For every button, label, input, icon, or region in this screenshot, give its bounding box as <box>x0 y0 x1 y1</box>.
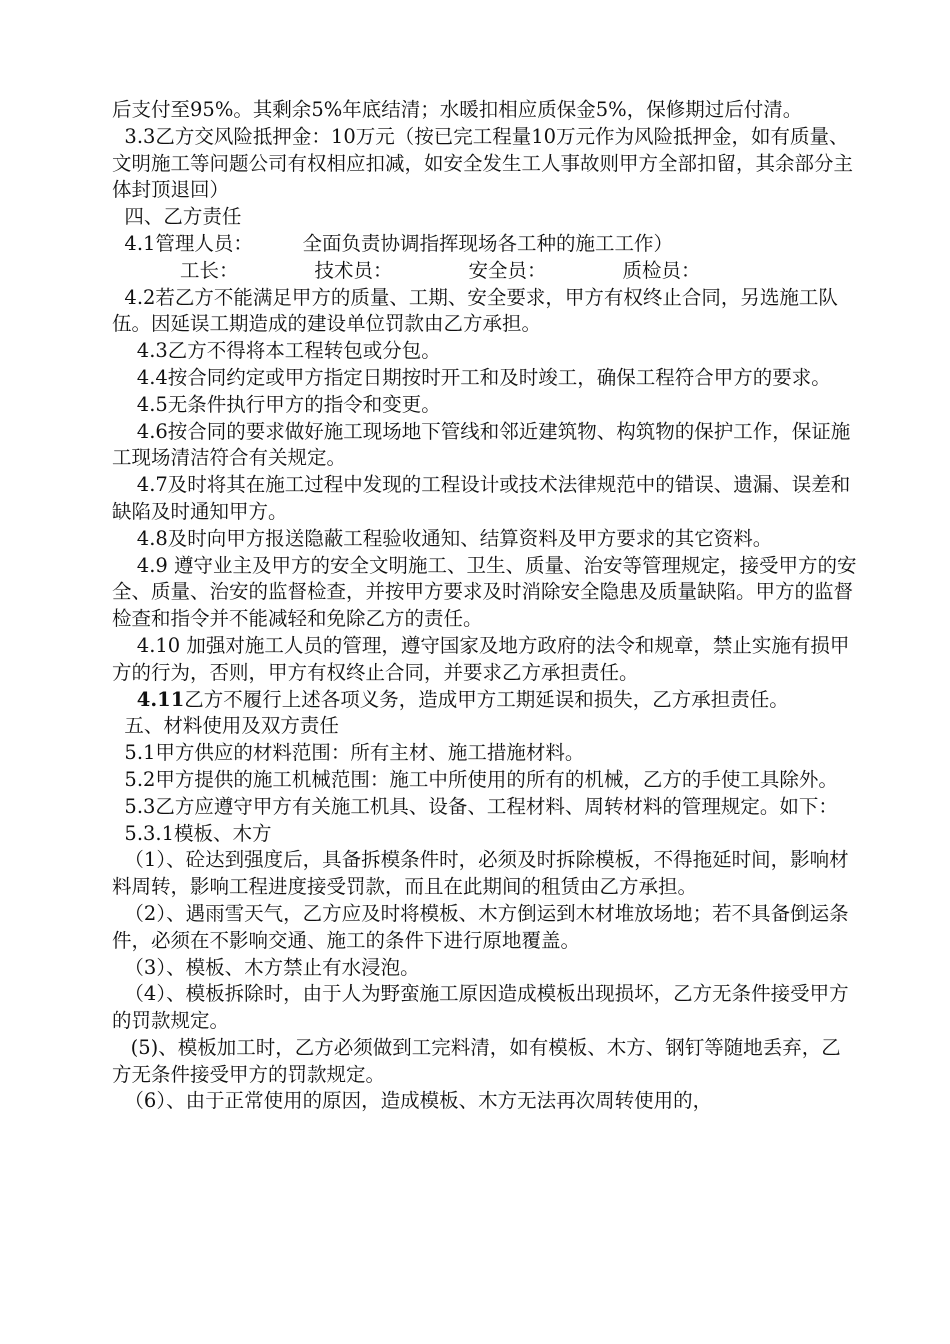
paragraph-text: （6）、由于正常使用的原因，造成模板、木方无法再次周转使用的， <box>124 1089 713 1113</box>
paragraph-indent <box>112 982 124 1005</box>
paragraph-text: （2）、遇雨雪天气，乙方应及时将模板、木方倒运到木材堆放场地；若不具备倒运条件，必须在不影响交通、施工的条件下进行原地覆盖。 <box>112 901 849 952</box>
paragraph <box>112 338 857 365</box>
paragraph-text: 5.1甲方供应的材料范围：所有主材、施工措施材料。 <box>124 741 585 765</box>
paragraph <box>112 285 857 339</box>
role-technician: 技术员： <box>314 258 393 282</box>
clause-4-11-indent <box>112 688 137 711</box>
paragraph-text: 3.3乙方交风险抵押金：10万元（按已完工程量10万元作为风险抵押金，如有质量、文明施工等问题公司有权相应扣减，如安全发生工人事故则甲方全部扣留，其余部分主体封顶退回） <box>112 124 854 202</box>
paragraph-text: 4.9 遵守业主及甲方的安全文明施工、卫生、质量、治安等管理规定，接受甲方的安全、质量、治安的监督检查，并按甲方要求及时消除安全隐患及质量缺陷。甲方的监督检查和指令并不能减轻和免除乙方的责任。 <box>112 553 857 631</box>
section-payment-responsibility <box>112 97 857 258</box>
paragraph-text: （1）、砼达到强度后，具备拆模条件时，必须及时拆除模板，不得拖延时间，影响材料周转，影响工程进度接受罚款，而且在此期间的租赁由乙方承担。 <box>112 848 849 899</box>
paragraph <box>112 955 857 982</box>
paragraph-indent <box>112 634 137 657</box>
paragraph-text: （4）、模板拆除时，由于人为野蛮施工原因造成模板出现损坏，乙方无条件接受甲方的罚款规定。 <box>112 982 849 1033</box>
paragraph-indent <box>112 286 124 309</box>
paragraph-indent <box>112 714 124 737</box>
paragraph-text: (5)、模板加工时，乙方必须做到工完料清，如有模板、木方、钢钉等随地丢弃，乙方无条件接受甲方的罚款规定。 <box>112 1035 841 1086</box>
paragraph-indent <box>112 1036 131 1059</box>
paragraph-text: 4.6按合同的要求做好施工现场地下管线和邻近建筑物、构筑物的保护工作，保证施工现场清洁符合有关规定。 <box>112 419 851 470</box>
paragraph <box>112 97 857 124</box>
document-body <box>112 97 857 1115</box>
paragraph-text: 后支付至95%。其剩余5%年底结清；水暖扣相应质保金5%，保修期过后付清。 <box>112 98 803 121</box>
paragraph-indent <box>112 768 124 791</box>
paragraph-text: 五、材料使用及双方责任 <box>124 714 339 738</box>
paragraph <box>112 1035 857 1089</box>
paragraph-text: 4.7及时将其在施工过程中发现的工程设计或技术法律规范中的错误、遗漏、误差和缺陷及时通知甲方。 <box>112 473 851 523</box>
paragraph-indent <box>112 125 124 148</box>
paragraph <box>112 767 857 794</box>
paragraph-text: 4.10 加强对施工人员的管理，遵守国家及地方政府的法令和规章，禁止实施有损甲方的行为，否则，甲方有权终止合同，并要求乙方承担责任。 <box>112 633 850 684</box>
paragraph <box>112 553 857 633</box>
paragraph <box>112 365 857 392</box>
paragraph <box>112 526 857 553</box>
paragraph <box>112 713 857 740</box>
paragraph <box>112 740 857 767</box>
paragraph-text: 5.2甲方提供的施工机械范围：施工中所使用的所有的机械，乙方的手使工具除外。 <box>124 767 838 791</box>
paragraph <box>112 124 857 204</box>
paragraph-indent <box>112 527 137 550</box>
paragraph <box>112 847 857 901</box>
paragraph <box>112 901 857 955</box>
paragraph-text: 4.3乙方不得将本工程转包或分包。 <box>136 339 441 363</box>
paragraph <box>112 472 857 526</box>
paragraph-text: 4.8及时向甲方报送隐蔽工程验收通知、结算资料及甲方要求的其它资料。 <box>136 526 773 550</box>
paragraph-indent <box>112 366 137 389</box>
paragraph-indent <box>112 393 137 416</box>
paragraph-text: 5.3.1模板、木方 <box>124 821 272 845</box>
paragraph <box>112 231 857 258</box>
paragraph-indent <box>112 420 137 443</box>
paragraph-text: （3）、模板、木方禁止有水浸泡。 <box>124 955 420 979</box>
paragraph-indent <box>112 902 124 925</box>
paragraph-indent <box>112 1089 124 1112</box>
paragraph-text: 4.1管理人员： 全面负责协调指挥现场各工种的施工工作） <box>124 231 674 255</box>
section-party-b-duties <box>112 285 857 687</box>
paragraph <box>112 204 857 231</box>
paragraph-text: 5.3乙方应遵守甲方有关施工机具、设备、工程材料、周转材料的管理规定。如下： <box>124 794 838 818</box>
clause-4-11-number: 4.11 <box>136 687 185 711</box>
paragraph <box>112 419 857 473</box>
paragraph-indent <box>112 339 137 362</box>
clause-4-11-text: 乙方不履行上述各项义务，造成甲方工期延误和损失，乙方承担责任。 <box>184 687 789 711</box>
paragraph-indent <box>112 956 124 979</box>
paragraph-text: 四、乙方责任 <box>124 205 242 229</box>
paragraph-text: 4.2若乙方不能满足甲方的质量、工期、安全要求，甲方有权终止合同，另选施工队伍。因延误工期造成的建设单位罚款由乙方承担。 <box>112 285 838 336</box>
paragraph-indent <box>112 205 124 228</box>
paragraph <box>112 392 857 419</box>
paragraph-indent <box>112 741 124 764</box>
paragraph-indent <box>112 822 124 845</box>
paragraph <box>112 981 857 1035</box>
role-quality-inspector: 质检员： <box>622 258 701 282</box>
paragraph <box>112 821 857 848</box>
paragraph <box>112 1088 857 1115</box>
paragraph-indent <box>112 554 137 577</box>
paragraph-text: 4.4按合同约定或甲方指定日期按时开工和及时竣工，确保工程符合甲方的要求。 <box>136 365 831 389</box>
role-foreman: 工长： <box>180 258 239 282</box>
clause-4-11 <box>112 687 857 714</box>
paragraph-indent <box>112 795 124 818</box>
paragraph-indent <box>112 473 137 496</box>
paragraph <box>112 794 857 821</box>
staff-roles-row <box>112 258 857 285</box>
paragraph <box>112 633 857 687</box>
paragraph-text: 4.5无条件执行甲方的指令和变更。 <box>136 392 441 416</box>
paragraph-indent <box>112 232 124 255</box>
section-materials <box>112 713 857 1115</box>
paragraph-indent <box>112 848 124 871</box>
role-safety-officer: 安全员： <box>468 258 547 282</box>
